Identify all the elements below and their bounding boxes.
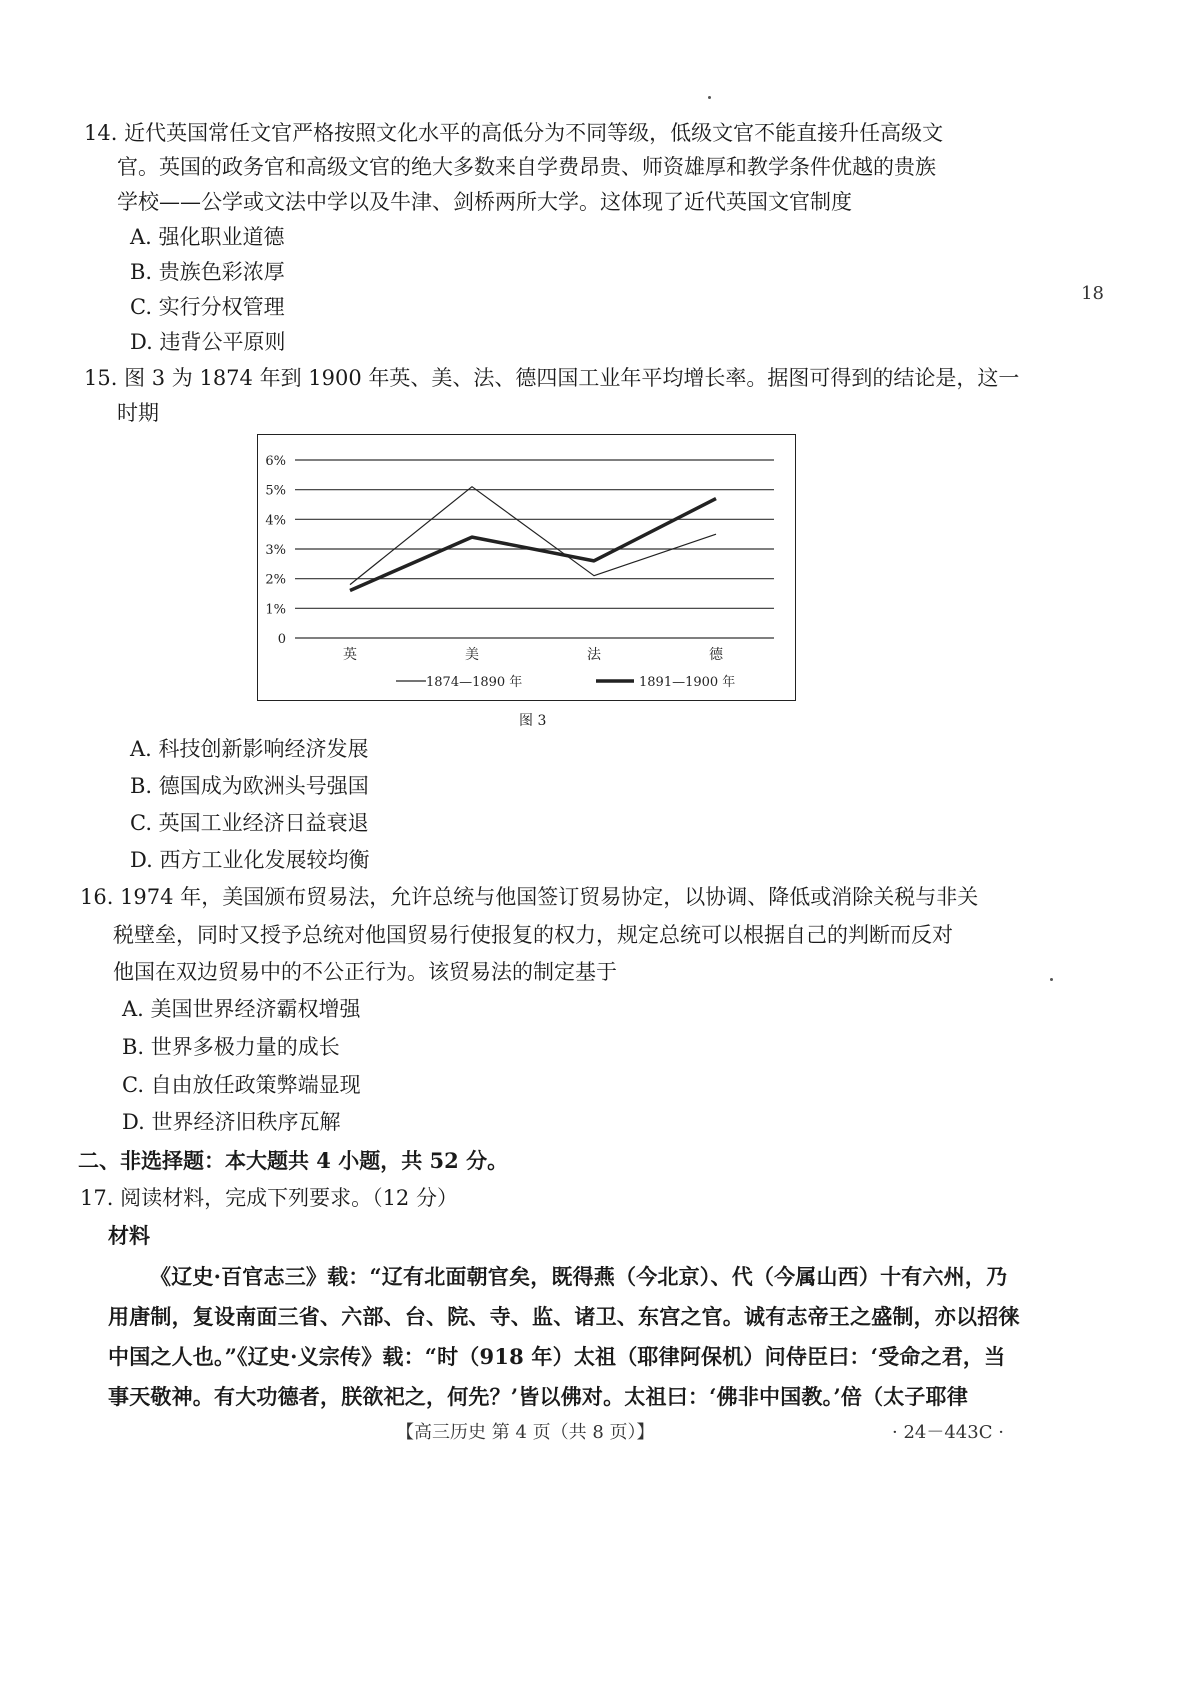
y-tick-label: 0 (277, 632, 286, 647)
q14-option-b: B. 贵族色彩浓厚 (130, 260, 285, 284)
scan-speck (708, 96, 711, 99)
chart-canvas (258, 435, 794, 699)
q16-stem-line-2: 税壁垒，同时又授予总统对他国贸易行使报复的权力，规定总统可以根据自己的判断而反对 (113, 923, 953, 947)
q17-stem: 17. 阅读材料，完成下列要求。（12 分） (80, 1186, 458, 1210)
legend-label-2: 1891—1900 年 (639, 675, 736, 690)
footer-page-number: 【高三历史 第 4 页（共 8 页）】 (396, 1422, 655, 1443)
figure-caption: 图 3 (519, 713, 547, 729)
margin-mark: 18 (1081, 283, 1104, 304)
legend-label-1: 1874—1890 年 (426, 675, 523, 690)
material-line-1: 《辽史·百官志三》载：“辽有北面朝官矣，既得燕（今北京）、代（今属山西）十有六州，乃 (150, 1264, 1008, 1289)
q15-stem-line-2: 时期 (117, 401, 159, 425)
q14-option-c: C. 实行分权管理 (130, 295, 285, 319)
x-tick-label: 法 (587, 647, 601, 663)
q15-option-d: D. 西方工业化发展较均衡 (130, 848, 370, 872)
q16-stem-line-3: 他国在双边贸易中的不公正行为。该贸易法的制定基于 (113, 960, 617, 984)
q14-stem-line-3: 学校——公学或文法中学以及牛津、剑桥两所大学。这体现了近代英国文官制度 (117, 190, 852, 214)
x-tick-label: 德 (709, 647, 723, 663)
footer-code: · 24－443C · (892, 1422, 1004, 1443)
q14-stem-line-2: 官。英国的政务官和高级文官的绝大多数来自学费昂贵、师资雄厚和教学条件优越的贵族 (117, 155, 936, 179)
x-tick-label: 英 (343, 647, 357, 663)
y-tick-label: 6% (265, 454, 286, 469)
q14-stem-line-1: 14. 近代英国常任文官严格按照文化水平的高低分为不同等级，低级文官不能直接升任高级文 (84, 121, 944, 145)
q14-option-a: A. 强化职业道德 (130, 225, 285, 249)
q16-option-c: C. 自由放任政策弊端显现 (122, 1073, 361, 1097)
x-tick-label: 美 (465, 647, 479, 663)
q15-option-b: B. 德国成为欧洲头号强国 (130, 774, 369, 798)
y-tick-label: 5% (265, 483, 286, 499)
y-tick-label: 1% (265, 602, 286, 618)
series-line-1 (350, 487, 716, 585)
material-line-4: 事天敬神。有大功德者，朕欲祀之，何先？’皆以佛对。太祖曰：‘佛非中国教。’倍（太子耶律 (108, 1384, 969, 1409)
q16-stem-line-1: 16. 1974 年，美国颁布贸易法，允许总统与他国签订贸易协定，以协调、降低或消除关税与非关 (80, 885, 979, 909)
q16-option-b: B. 世界多极力量的成长 (122, 1035, 340, 1059)
q15-option-c: C. 英国工业经济日益衰退 (130, 811, 369, 835)
q15-stem-line-1: 15. 图 3 为 1874 年到 1900 年英、美、法、德四国工业年平均增长率。据图可得到的结论是，这一 (84, 366, 1020, 390)
material-line-2: 用唐制，复设南面三省、六部、台、院、寺、监、诸卫、东宫之官。诚有志帝王之盛制，亦以招徕 (108, 1304, 1020, 1329)
series-line-2 (350, 499, 716, 591)
material-label: 材料 (108, 1223, 150, 1248)
q16-option-a: A. 美国世界经济霸权增强 (122, 997, 361, 1021)
y-tick-label: 4% (265, 513, 286, 529)
y-tick-label: 2% (265, 572, 286, 588)
q14-option-d: D. 违背公平原则 (130, 330, 286, 354)
growth-rate-chart (257, 434, 796, 701)
y-tick-label: 3% (265, 543, 286, 558)
section-2-title: 二、非选择题：本大题共 4 小题，共 52 分。 (78, 1148, 509, 1173)
scan-speck (1050, 978, 1053, 981)
q16-option-d: D. 世界经济旧秩序瓦解 (122, 1110, 341, 1134)
q15-option-a: A. 科技创新影响经济发展 (130, 737, 369, 761)
material-line-3: 中国之人也。”《辽史·义宗传》载：“时（918 年）太祖（耶律阿保机）问侍臣曰：‘受命之君，当 (108, 1344, 1006, 1369)
